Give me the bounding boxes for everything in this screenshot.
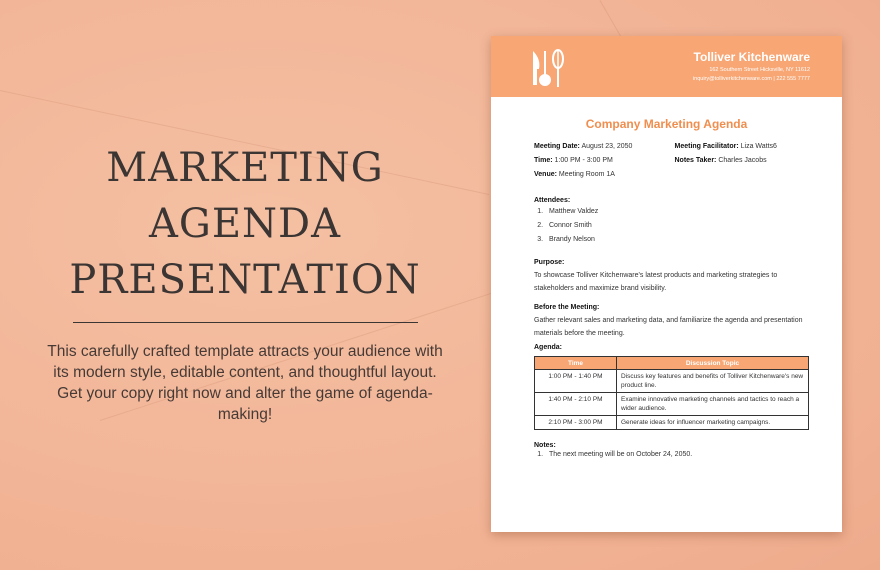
list-item: 3. Brandy Nelson xyxy=(545,236,809,250)
cell-time: 1:00 PM - 1:40 PM xyxy=(535,370,617,393)
value: August 23, 2050 xyxy=(581,143,633,150)
cell-time: 1:40 PM - 2:10 PM xyxy=(535,393,617,416)
cell-topic: Generate ideas for influencer marketing campaigns. xyxy=(617,416,809,430)
attendees-heading: Attendees: xyxy=(534,197,571,204)
before-heading: Before the Meeting: xyxy=(534,304,600,311)
promo-panel xyxy=(20,140,470,425)
column-header: Time xyxy=(535,357,617,370)
attendees-list xyxy=(545,208,809,250)
meeting-date xyxy=(534,143,669,157)
value: Charles Jacobs xyxy=(718,157,767,164)
list-item: 1. The next meeting will be on October 24, 2050. xyxy=(545,451,809,465)
label: Notes Taker: xyxy=(674,157,717,164)
label: Meeting Facilitator: xyxy=(674,143,739,150)
document-header xyxy=(491,36,842,97)
table-row xyxy=(535,416,809,430)
document-title: Company Marketing Agenda xyxy=(585,117,748,131)
company-name: Tolliver Kitchenware xyxy=(693,50,810,64)
label: Venue: xyxy=(534,171,557,178)
cell-topic: Examine innovative marketing channels and tactics to reach a wider audience. xyxy=(617,393,809,416)
value: Liza Watts6 xyxy=(740,143,777,150)
value: Meeting Room 1A xyxy=(558,171,615,178)
notes-taker xyxy=(675,157,810,171)
title-line-1: MARKETING AGENDA xyxy=(106,145,384,247)
company-contact: inquiry@tolliverkitchenware.com | 222 555 7777 xyxy=(692,76,810,82)
company-address: 162 Southern Street Hicksville, NY 11612 xyxy=(709,67,810,73)
table-row xyxy=(535,393,809,416)
before-text: Gather relevant sales and marketing data, and familiarize the agenda and presentation materials before the meeting. xyxy=(534,317,803,337)
agenda-heading: Agenda: xyxy=(534,344,562,351)
title-line-2: PRESENTATION xyxy=(69,257,421,303)
notes-list xyxy=(545,451,809,465)
agenda-document xyxy=(491,36,842,532)
label: Time: xyxy=(534,157,553,164)
divider xyxy=(73,322,418,323)
table-row xyxy=(535,370,809,393)
purpose-text: To showcase Tolliver Kitchenware's latest products and marketing strategies to stakeholders and maximize brand visibility. xyxy=(534,272,778,292)
meeting-venue xyxy=(534,171,669,185)
kitchen-utensils-logo-icon xyxy=(531,49,571,89)
column-header: Discussion Topic xyxy=(617,357,809,370)
value: 1:00 PM - 3:00 PM xyxy=(554,157,613,164)
agenda-table xyxy=(534,356,809,430)
promo-title xyxy=(20,140,470,308)
notes-heading: Notes: xyxy=(534,442,556,449)
meeting-facilitator xyxy=(675,143,810,157)
list-item: 1. Matthew Valdez xyxy=(545,208,809,222)
promo-description: This carefully crafted template attracts your audience with its modern style, editable content, and thoughtful layout. Get your copy right now and alter the game of agenda-making! xyxy=(47,343,443,423)
meeting-time xyxy=(534,157,669,171)
purpose-heading: Purpose: xyxy=(534,259,565,266)
cell-topic: Discuss key features and benefits of Tolliver Kitchenware's new product line. xyxy=(617,370,809,393)
list-item: 2. Connor Smith xyxy=(545,222,809,236)
cell-time: 2:10 PM - 3:00 PM xyxy=(535,416,617,430)
label: Meeting Date: xyxy=(534,143,580,150)
